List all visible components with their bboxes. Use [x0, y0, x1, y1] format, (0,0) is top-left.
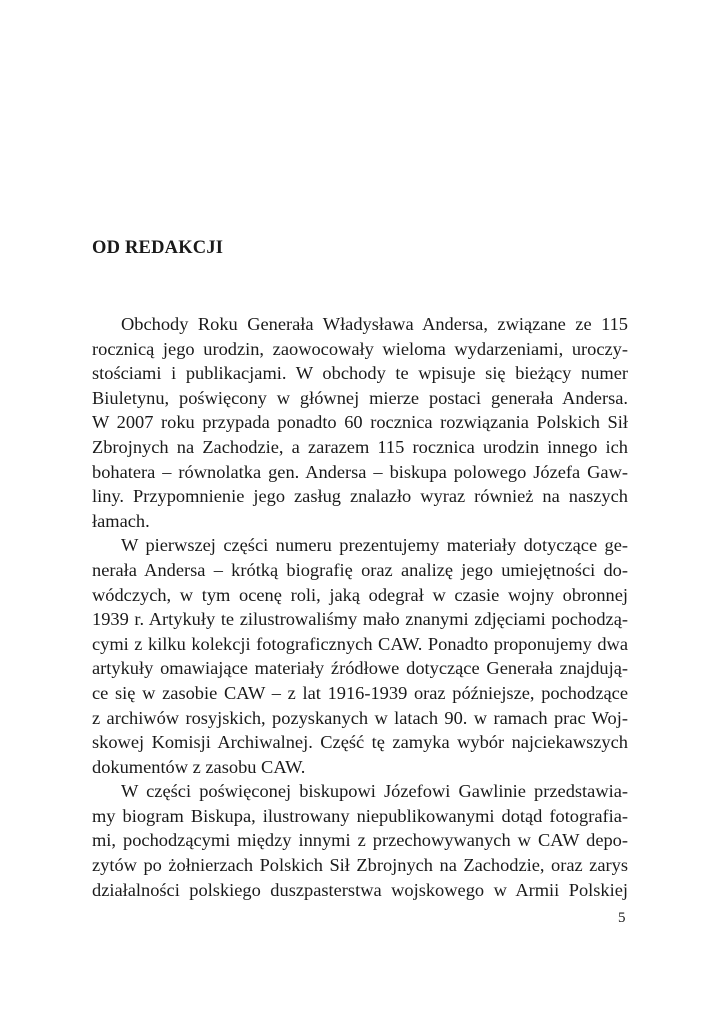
page-number: 5 — [618, 910, 626, 926]
text-line: liny. Przypomnienie jego zasług znalazło wyraz również na naszych — [92, 486, 628, 507]
text-line: łamach. — [92, 510, 150, 531]
text-line: rocznicą jego urodzin, zaowocowały wieloma wydarzeniami, uroczy- — [92, 338, 628, 359]
text-line: ce się w zasobie CAW – z lat 1916-1939 oraz późniejsze, pochodzące — [92, 682, 628, 703]
body-text — [92, 312, 628, 902]
text-line: mi, pochodzącymi między innymi z przechowywanych w CAW depo- — [92, 830, 628, 851]
text-line: W 2007 roku przypada ponadto 60 rocznica rozwiązania Polskich Sił — [92, 412, 628, 433]
text-line: skowej Komisji Archiwalnej. Część tę zamyka wybór najciekawszych — [92, 732, 628, 753]
text-line: artykuły omawiające materiały źródłowe dotyczące Generała znajdują- — [92, 658, 628, 679]
text-line: Zbrojnych na Zachodzie, a zarazem 115 rocznica urodzin innego ich — [92, 436, 628, 457]
text-line: Obchody Roku Generała Władysława Andersa, związane ze 115 — [121, 314, 628, 334]
text-line: bohatera – równolatka gen. Andersa – biskupa polowego Józefa Gaw- — [92, 461, 628, 482]
text-line: z archiwów rosyjskich, pozyskanych w latach 90. w ramach prac Woj- — [92, 707, 628, 728]
text-line: zytów po żołnierzach Polskich Sił Zbrojnych na Zachodzie, oraz zarys — [92, 855, 628, 876]
text-line: Biuletynu, poświęcony w głównej mierze postaci generała Andersa. — [92, 387, 628, 408]
text-line: dokumentów z zasobu CAW. — [92, 756, 306, 777]
text-line: cymi z kilku kolekcji fotograficznych CAW. Ponadto proponujemy dwa — [92, 633, 628, 654]
page-title: OD REDAKCJI — [92, 238, 224, 258]
text-line: działalności polskiego duszpasterstwa wojskowego w Armii Polskiej — [92, 879, 628, 900]
text-line: stościami i publikacjami. W obchody te wpisuje się bieżący numer — [92, 363, 628, 384]
text-line: wódczych, w tym ocenę roli, jaką odegrał w czasie wojny obronnej — [92, 584, 628, 605]
text-line: W części poświęconej biskupowi Józefowi Gawlinie przedstawia- — [121, 781, 628, 802]
text-line: W pierwszej części numeru prezentujemy materiały dotyczące ge- — [121, 535, 628, 556]
text-line: 1939 r. Artykuły te zilustrowaliśmy mało znanymi zdjęciami pochodzą- — [92, 609, 628, 630]
text-line: my biogram Biskupa, ilustrowany niepublikowanymi dotąd fotografia- — [92, 805, 628, 826]
text-line: nerała Andersa – krótką biografię oraz analizę jego umiejętności do- — [92, 559, 628, 580]
